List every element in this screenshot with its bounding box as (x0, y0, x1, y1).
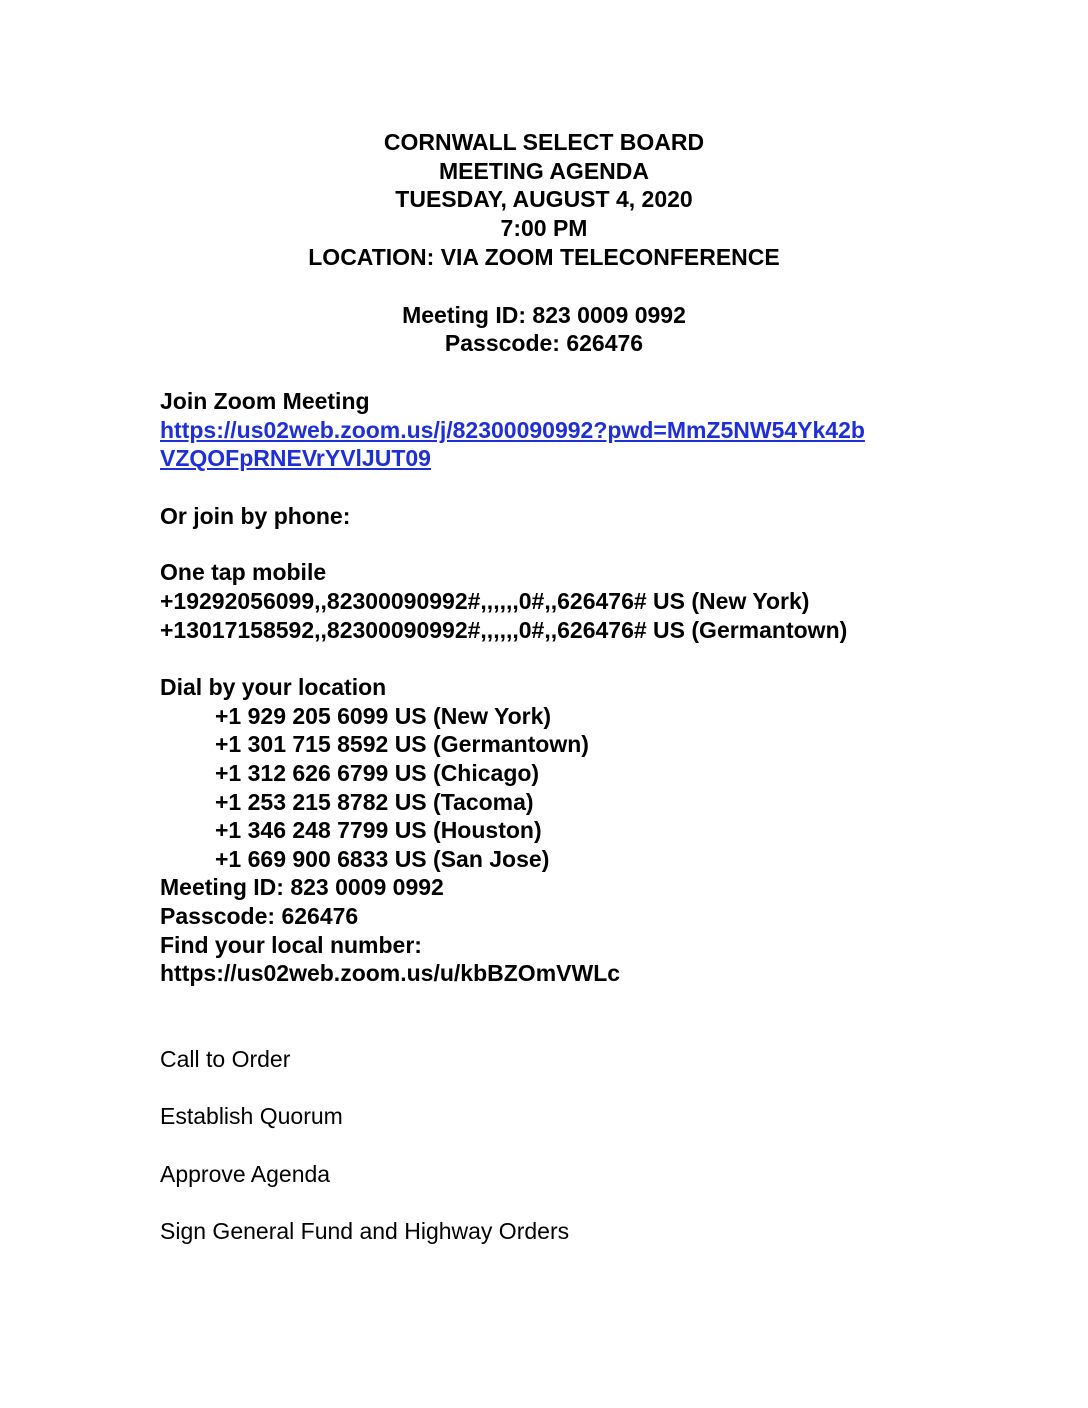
local-number-url: https://us02web.zoom.us/u/kbBZOmVWLc (160, 960, 621, 986)
board-title: CORNWALL SELECT BOARD (383, 129, 705, 155)
agenda-item: Establish Quorum (160, 1103, 343, 1129)
passcode-header: Passcode: 626476 (444, 330, 644, 356)
meeting-id: Meeting ID: 823 0009 0992 (160, 874, 444, 900)
phone-heading: Or join by phone: (160, 503, 351, 529)
agenda-item: Sign General Fund and Highway Orders (160, 1218, 570, 1244)
meeting-date: TUESDAY, AUGUST 4, 2020 (395, 186, 693, 212)
dial-number: +1 346 248 7799 US (Houston) (215, 817, 542, 843)
zoom-join-link[interactable] (160, 416, 865, 444)
zoom-join-link-continued[interactable] (160, 444, 431, 472)
find-local-label: Find your local number: (160, 932, 422, 958)
dial-number: +1 929 205 6099 US (New York) (215, 703, 552, 729)
one-tap-heading: One tap mobile (160, 559, 327, 585)
join-zoom-heading: Join Zoom Meeting (160, 388, 370, 414)
dial-number: +1 669 900 6833 US (San Jose) (215, 846, 550, 872)
agenda-item: Call to Order (160, 1046, 291, 1072)
meeting-time: 7:00 PM (500, 215, 588, 241)
dial-number: +1 301 715 8592 US (Germantown) (215, 731, 589, 757)
dial-heading: Dial by your location (160, 674, 387, 700)
meeting-id-header: Meeting ID: 823 0009 0992 (402, 302, 686, 328)
dial-number: +1 253 215 8782 US (Tacoma) (215, 789, 534, 815)
passcode: Passcode: 626476 (160, 903, 359, 929)
one-tap-number: +13017158592,,82300090992#,,,,,,0#,,626476# US (Germantown) (160, 617, 848, 643)
one-tap-number: +19292056099,,82300090992#,,,,,,0#,,626476# US (New York) (160, 588, 810, 614)
document-title: MEETING AGENDA (439, 158, 649, 184)
zoom-join-link-part1[interactable]: https://us02web.zoom.us/j/82300090992?pwd=MmZ5NW54Yk42b (160, 417, 865, 443)
meeting-location: LOCATION: VIA ZOOM TELECONFERENCE (308, 244, 780, 270)
agenda-item: Approve Agenda (160, 1161, 331, 1187)
zoom-join-link-part2[interactable]: VZQOFpRNEVrYVlJUT09 (160, 445, 431, 471)
dial-number: +1 312 626 6799 US (Chicago) (215, 760, 540, 786)
